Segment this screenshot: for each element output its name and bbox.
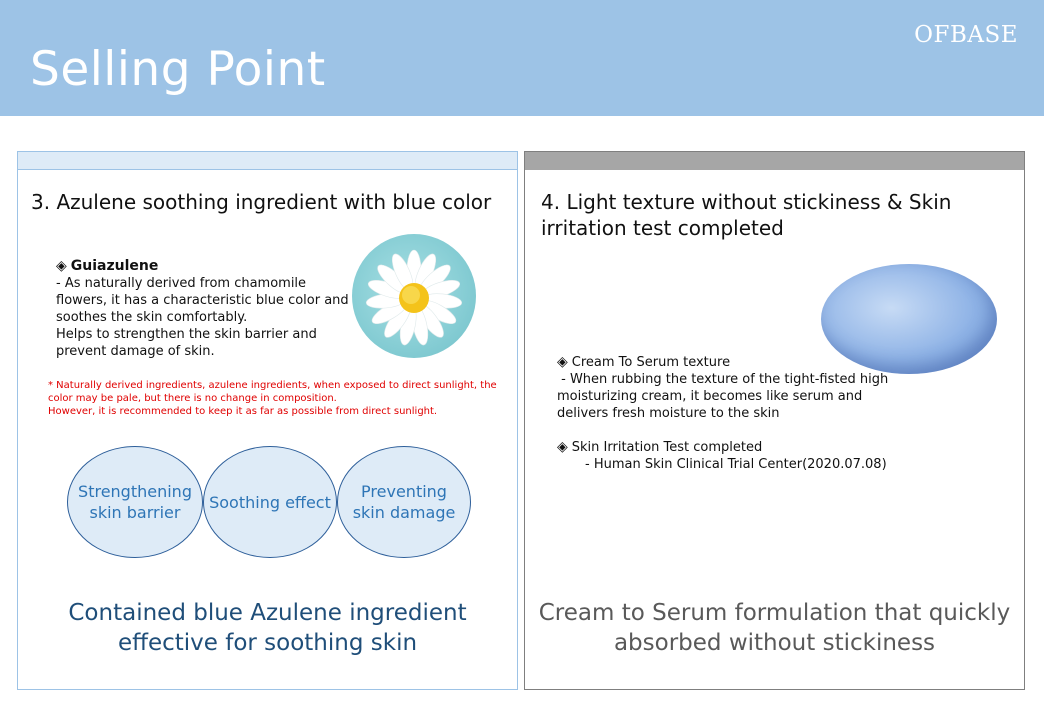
benefit-label: Preventing: [361, 482, 447, 501]
feature-title: Cream To Serum texture: [571, 355, 731, 370]
ingredient-name: Guiazulene: [70, 258, 159, 274]
irritation-test: [557, 439, 887, 473]
diamond-bullet-icon: ◈: [557, 354, 568, 370]
warning-line: However, it is recommended to keep it as far as possible from direct sunlight.: [48, 406, 438, 417]
chamomile-flower-icon: [352, 234, 476, 358]
benefit-label: skin damage: [352, 503, 456, 522]
ingredient-line: Helps to strengthen the skin barrier and: [56, 327, 317, 342]
sunlight-warning: [48, 379, 503, 418]
texture-description: [557, 354, 888, 422]
benefit-soothing-effect: [203, 446, 337, 558]
panel-top-bar: [525, 152, 1024, 170]
warning-line: * Naturally derived ingredients, azulene ingredients, when exposed to direct sunlight, the: [48, 380, 497, 391]
ingredient-line: - As naturally derived from chamomile: [56, 276, 307, 291]
summary-line: effective for soothing skin: [117, 630, 418, 656]
ingredient-line: soothes the skin comfortably.: [56, 310, 248, 325]
warning-line: color may be pale, but there is no change in composition.: [48, 393, 337, 404]
benefit-skin-damage: [337, 446, 471, 558]
panel-top-bar: [18, 152, 517, 170]
ingredient-description: [56, 258, 356, 360]
benefit-skin-barrier: [67, 446, 203, 558]
diamond-bullet-icon: ◈: [557, 439, 568, 455]
feature-line: moisturizing cream, it becomes like serum and: [557, 389, 863, 404]
brand-logo: OFBASE: [914, 22, 1018, 48]
benefit-label: skin barrier: [89, 503, 181, 522]
summary-line: absorbed without stickiness: [613, 630, 936, 656]
chamomile-flower-image: [352, 234, 476, 358]
summary-text: [18, 598, 517, 658]
diamond-bullet-icon: ◈: [56, 258, 67, 274]
page-title: Selling Point: [30, 42, 326, 97]
summary-line: Cream to Serum formulation that quickly: [538, 600, 1011, 626]
feature-line: delivers fresh moisture to the skin: [557, 406, 780, 421]
summary-line: Contained blue Azulene ingredient: [68, 600, 467, 626]
feature-line: - When rubbing the texture of the tight-fisted high: [557, 372, 889, 387]
feature-line: - Human Skin Clinical Trial Center(2020.07.08): [585, 457, 887, 472]
azulene-panel: [17, 151, 518, 690]
heading-line: 4. Light texture without stickiness & Skin: [541, 190, 952, 214]
summary-text: [525, 598, 1024, 658]
benefit-label: Strengthening: [78, 482, 192, 501]
texture-panel: [524, 151, 1025, 690]
feature-title: Skin Irritation Test completed: [571, 440, 763, 455]
ingredient-line: prevent damage of skin.: [56, 344, 215, 359]
section-heading: 3. Azulene soothing ingredient with blue color: [31, 190, 492, 214]
section-heading: [541, 189, 951, 241]
benefit-label: Soothing effect: [209, 492, 331, 512]
ingredient-line: flowers, it has a characteristic blue color and: [56, 293, 349, 308]
heading-line: irritation test completed: [541, 216, 784, 240]
